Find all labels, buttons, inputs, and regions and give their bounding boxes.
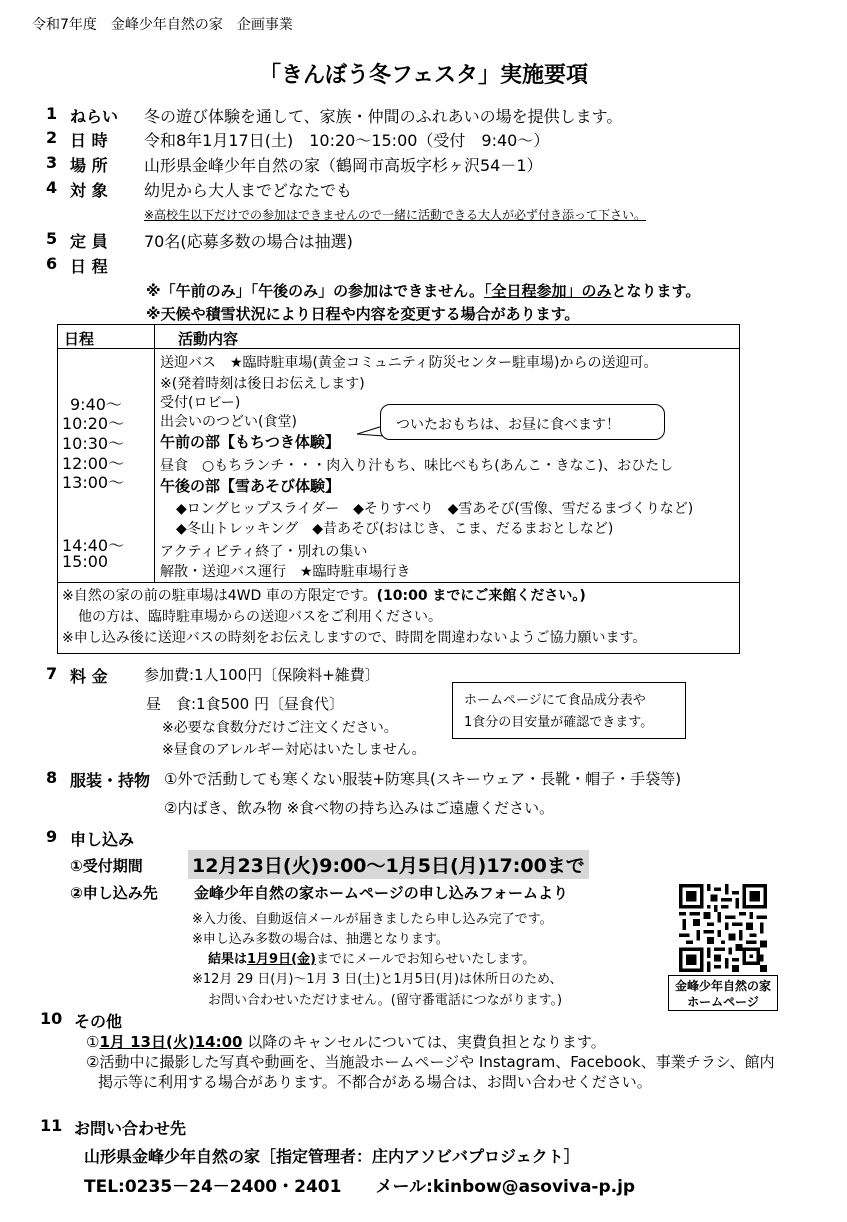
- activity-opening: 出会いのつどい(食堂): [160, 414, 297, 430]
- clothing-line1: ①外で活動しても寒くない服装+防寒具(スキーウェア・長靴・帽子・手袋等): [164, 770, 682, 788]
- qr-caption-line2: ホームページ: [687, 995, 759, 1009]
- sec4-text: 幼児から大人までどなたでも: [144, 181, 353, 200]
- activity-morning: 午前の部【もちつき体験】: [160, 433, 340, 451]
- contact-tel-mail: TEL:0235－24－2400・2401 メール:kinbow@asoviva-p.jp: [84, 1177, 636, 1197]
- activity-bus: 送迎バス ★臨時駐車場(黄金コミュニティ防災センター駐車場)からの送迎可。: [160, 355, 658, 371]
- sec5-label: 定 員: [70, 232, 108, 251]
- sec3-text: 山形県金峰少年自然の家（鶴岡市高坂字杉ヶ沢54－1）: [144, 156, 543, 175]
- apply-to: 金峰少年自然の家ホームページの申し込みフォームより: [194, 884, 568, 902]
- time-1440: 14:40～: [62, 536, 125, 555]
- time-1020: 10:20～: [62, 414, 125, 433]
- activity-snow-list2: ◆冬山トレッキング ◆昔あそび(おはじき、こま、だるまおとしなど): [176, 521, 614, 537]
- sec3-label: 場 所: [70, 156, 108, 175]
- sec9-num: 9: [46, 827, 58, 846]
- photo-policy-line2: 掲示等に利用する場合があります。不都合がある場合は、お問い合わせください。: [98, 1073, 652, 1091]
- sec7-label: 料 金: [70, 667, 108, 686]
- sec6-note2: ※天候や積雪状況により日程や内容を変更する場合があります。: [146, 305, 580, 323]
- sec1-num: 1: [46, 104, 58, 123]
- apply-period-label: ①受付期間: [70, 857, 143, 875]
- sec11-label: お問い合わせ先: [74, 1119, 187, 1138]
- nutrition-info-line1: ホームページにて食品成分表や: [464, 693, 646, 708]
- sec7-num: 7: [46, 664, 58, 683]
- activity-dismissal: 解散・送迎バス運行 ★臨時駐車場行き: [160, 564, 411, 580]
- header-text: 令和7年度 金峰少年自然の家 企画事業: [32, 17, 293, 33]
- apply-period: 12月23日(火)9:00～1月5日(月)17:00まで: [188, 850, 589, 879]
- schedule-header: [58, 325, 739, 349]
- sec6-note1: ※「午前のみ」「午後のみ」の参加はできません。「全日程参加」のみとなります。: [146, 282, 701, 300]
- schedule-col-activity: 活動内容: [178, 330, 239, 348]
- bus-time-note: ※申し込み後に送迎バスの時刻をお伝えしますので、時間を間違わないようご協力願います。: [62, 630, 647, 646]
- apply-note3: 結果は1月9日(金)までにメールでお知らせいたします。: [208, 952, 536, 967]
- time-0940: 9:40～: [70, 395, 122, 414]
- sec2-num: 2: [46, 128, 58, 147]
- sec8-num: 8: [46, 768, 58, 787]
- sec3-num: 3: [46, 153, 58, 172]
- mochi-callout-text: ついたおもちは、お昼に食べます！: [396, 417, 620, 433]
- apply-note4: ※12月 29 日(月)～1月 3 日(土)と1月5日(月)は休所日のため、: [192, 972, 563, 987]
- fee-note2: ※昼食のアレルギー対応はいたしません。: [162, 742, 426, 758]
- nutrition-info-line2: 1食分の目安量が確認できます。: [464, 715, 654, 730]
- photo-policy-line1: ②活動中に撮影した写真や動画を、当施設ホームページや Instagram、Facebook、事業チラシ、館内: [86, 1053, 775, 1071]
- apply-note1: ※入力後、自動返信メールが届きましたら申し込み完了です。: [192, 912, 553, 927]
- sec4-note: ※高校生以下だけでの参加はできませんので一緒に活動できる大人が必ず付き添って下さい。: [144, 208, 647, 222]
- fee-lunch: 昼 食:1食500 円〔昼食代〕: [146, 695, 344, 713]
- sec2-text: 令和8年1月17日(土) 10:20～15:00（受付 9:40～）: [144, 131, 550, 150]
- cancel-policy: ①1月 13日(火)14:00 以降のキャンセルについては、実費負担となります。: [86, 1033, 606, 1051]
- fee-participation: 参加費:1人100円〔保険料+雑費〕: [144, 666, 380, 684]
- time-1500: 15:00: [62, 552, 109, 571]
- activity-snow-list1: ◆ロングヒップスライダー ◆そりすべり ◆雪あそび(雪像、雪だるまづくりなど): [176, 501, 694, 517]
- schedule-col-date: 日程: [64, 330, 95, 348]
- fee-note1: ※必要な食数分だけご注文ください。: [162, 720, 398, 736]
- sec2-label: 日 時: [70, 131, 108, 150]
- qr-code-icon[interactable]: [679, 884, 767, 972]
- sec5-text: 70名(応募多数の場合は抽選): [144, 232, 353, 251]
- activity-afternoon: 午後の部【雪あそび体験】: [160, 477, 341, 495]
- activity-closing: アクティビティ終了・別れの集い: [160, 544, 368, 560]
- sec8-label: 服装・持物: [70, 771, 151, 790]
- page-title: 「きんぼう冬フェスタ」実施要項: [259, 63, 588, 88]
- sec6-label: 日 程: [70, 257, 108, 276]
- activity-lunch: 昼食 ○もちランチ・・・肉入り汁もち、味比べもち(あんこ・きなこ)、おひたし: [160, 458, 674, 474]
- time-1300: 13:00～: [62, 473, 125, 492]
- qr-caption-line1: 金峰少年自然の家: [674, 979, 771, 993]
- sec1-text: 冬の遊び体験を通して、家族・仲間のふれあいの場を提供します。: [144, 107, 623, 126]
- parking-note: ※自然の家の前の駐車場は4WD 車の方限定です。(10:00 までにご来館ください。): [62, 588, 586, 604]
- clothing-line2: ②内ばき、飲み物 ※食べ物の持ち込みはご遠慮ください。: [164, 799, 555, 817]
- time-1200: 12:00～: [62, 454, 125, 473]
- activity-reception: 受付(ロビー): [160, 395, 241, 411]
- sec4-label: 対 象: [70, 181, 108, 200]
- apply-note2: ※申し込み多数の場合は、抽選となります。: [192, 932, 449, 947]
- sec9-label: 申し込み: [70, 830, 135, 849]
- apply-note5: お問い合わせいただけません。(留守番電話につながります。): [208, 993, 563, 1008]
- sec10-num: 10: [40, 1009, 63, 1028]
- sec11-num: 11: [40, 1116, 63, 1135]
- sec5-num: 5: [46, 229, 58, 248]
- contact-org: 山形県金峰少年自然の家［指定管理者：庄内アソビバプロジェクト］: [84, 1147, 580, 1166]
- qr-caption: [668, 975, 778, 1011]
- time-1030: 10:30～: [62, 434, 125, 453]
- activity-bus-note: ※(発着時刻は後日お伝えします): [160, 376, 365, 392]
- parking-note2: 他の方は、臨時駐車場からの送迎バスをご利用ください。: [78, 609, 442, 625]
- sec6-num: 6: [46, 254, 58, 273]
- sec4-num: 4: [46, 178, 58, 197]
- sec1-label: ねらい: [70, 107, 119, 126]
- apply-to-label: ②申し込み先: [70, 884, 158, 902]
- sec10-label: その他: [74, 1012, 123, 1031]
